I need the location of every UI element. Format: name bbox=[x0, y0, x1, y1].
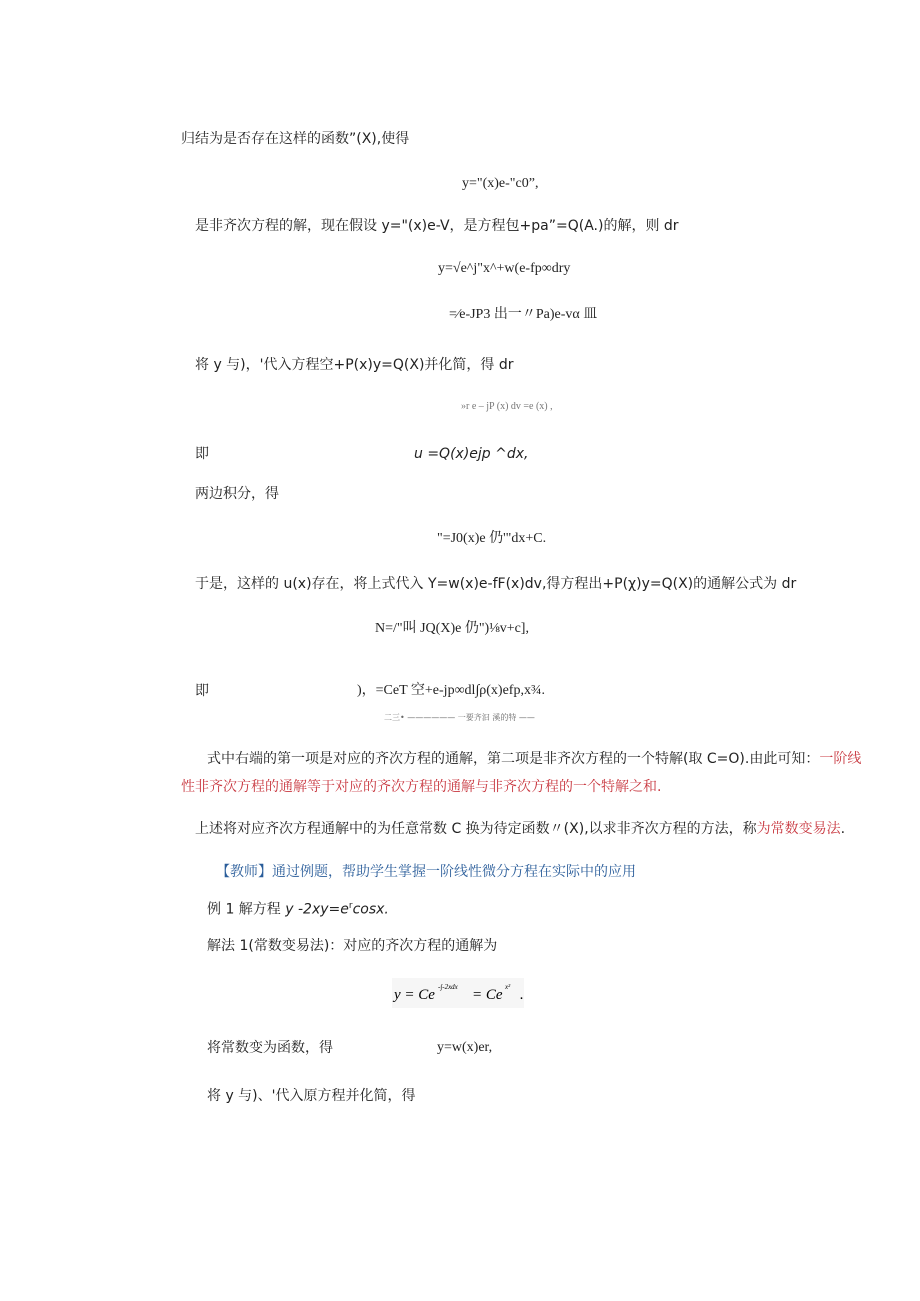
const-variation-text: 将常数变为函数，得 bbox=[207, 1040, 333, 1056]
example-1 bbox=[207, 896, 389, 920]
formula-exponent-x2: x² bbox=[505, 983, 511, 991]
last-line: 将 y 与)、'代入原方程并化简，得 bbox=[207, 1088, 416, 1104]
formula-exponent-integral: -∫-2xdx bbox=[438, 983, 458, 991]
formula-line-13: )，=CeT 空+e-jp∞dl∫ρ(x)efp,x¾. bbox=[357, 683, 545, 698]
paragraph-2-end: . bbox=[840, 821, 846, 837]
example-1-exponent: r bbox=[348, 901, 353, 911]
homogeneous-solution-formula bbox=[392, 978, 524, 1008]
label-ji-1: 即 bbox=[195, 446, 209, 462]
paragraph-1-highlight-start: 一阶线 bbox=[819, 751, 862, 767]
text-line-9: 两边积分，得 bbox=[195, 486, 279, 502]
paragraph-1-highlight: 性非齐次方程的通解等于对应的齐次方程的通解与非齐次方程的一个特解之和. bbox=[181, 779, 662, 795]
formula-line-7: »r e – jP (x) dv =e (x) , bbox=[461, 401, 553, 412]
const-variation-formula: y=w(x)er, bbox=[437, 1040, 493, 1055]
formula-line-10: "=J0(x)e 仍'"dx+C. bbox=[437, 531, 547, 546]
example-1-cos: cosx. bbox=[352, 901, 389, 918]
paragraph-2 bbox=[195, 819, 845, 839]
text-line-6: 将 y 与)，'代入方程空+P(x)y=Q(X)并化简，得 dr bbox=[195, 357, 514, 373]
formula-line-5: =⁄e-JP3 出一〃Pa)e-vα 皿 bbox=[449, 307, 598, 322]
formula-line-4: y=√e^j"x^+w(e-fp∞dry bbox=[438, 261, 571, 276]
text-line-11: 于是，这样的 u(x)存在，将上式代入 Y=w(x)e-fF(x)dv,得方程出+P(χ)y=Q(X)的通解公式为 dr bbox=[195, 576, 797, 592]
paragraph-1-text: 式中右端的第一项是对应的齐次方程的通解，第二项是非齐次方程的一个特解(取 C=O).由此可知： bbox=[207, 751, 820, 767]
teacher-note: 【教师】通过例题，帮助学生掌握一阶线性微分方程在实际中的应用 bbox=[216, 864, 636, 880]
paragraph-1-line-1 bbox=[207, 749, 861, 769]
label-ji-2: 即 bbox=[195, 683, 209, 699]
formula-line-12: N=/"叫 JQ(X)e 仍")⅛v+c], bbox=[375, 621, 529, 636]
formula-eq-ce: = Ce bbox=[472, 987, 503, 1003]
solution-1-intro: 解法 1(常数变易法)：对应的齐次方程的通解为 bbox=[207, 938, 498, 954]
text-line-3: 是非齐次方程的解，现在假设 y="(x)e-V，是方程包+pa”=Q(A.)的解，则 dr bbox=[195, 218, 679, 234]
formula-line-2: y="(x)e-"c0”, bbox=[462, 176, 539, 191]
formula-line-8: u =Q(x)ejp ^dx, bbox=[414, 446, 529, 462]
formula-annotation: 二三• —————— 一要齐汩 溪的特 —— bbox=[384, 713, 535, 722]
example-1-equation: y -2xy=e bbox=[285, 901, 349, 918]
text-line-1: 归结为是否存在这样的函数”(X),使得 bbox=[181, 131, 410, 147]
example-1-label: 例 1 解方程 bbox=[207, 901, 286, 918]
formula-y-ce: y = Ce bbox=[394, 987, 435, 1003]
method-name-highlight: 为常数变易法 bbox=[756, 821, 841, 837]
paragraph-2-text: 上述将对应齐次方程通解中的为任意常数 C 换为待定函数〃(X),以求非齐次方程的方法，称 bbox=[195, 821, 757, 837]
formula-period: . bbox=[520, 987, 524, 1003]
